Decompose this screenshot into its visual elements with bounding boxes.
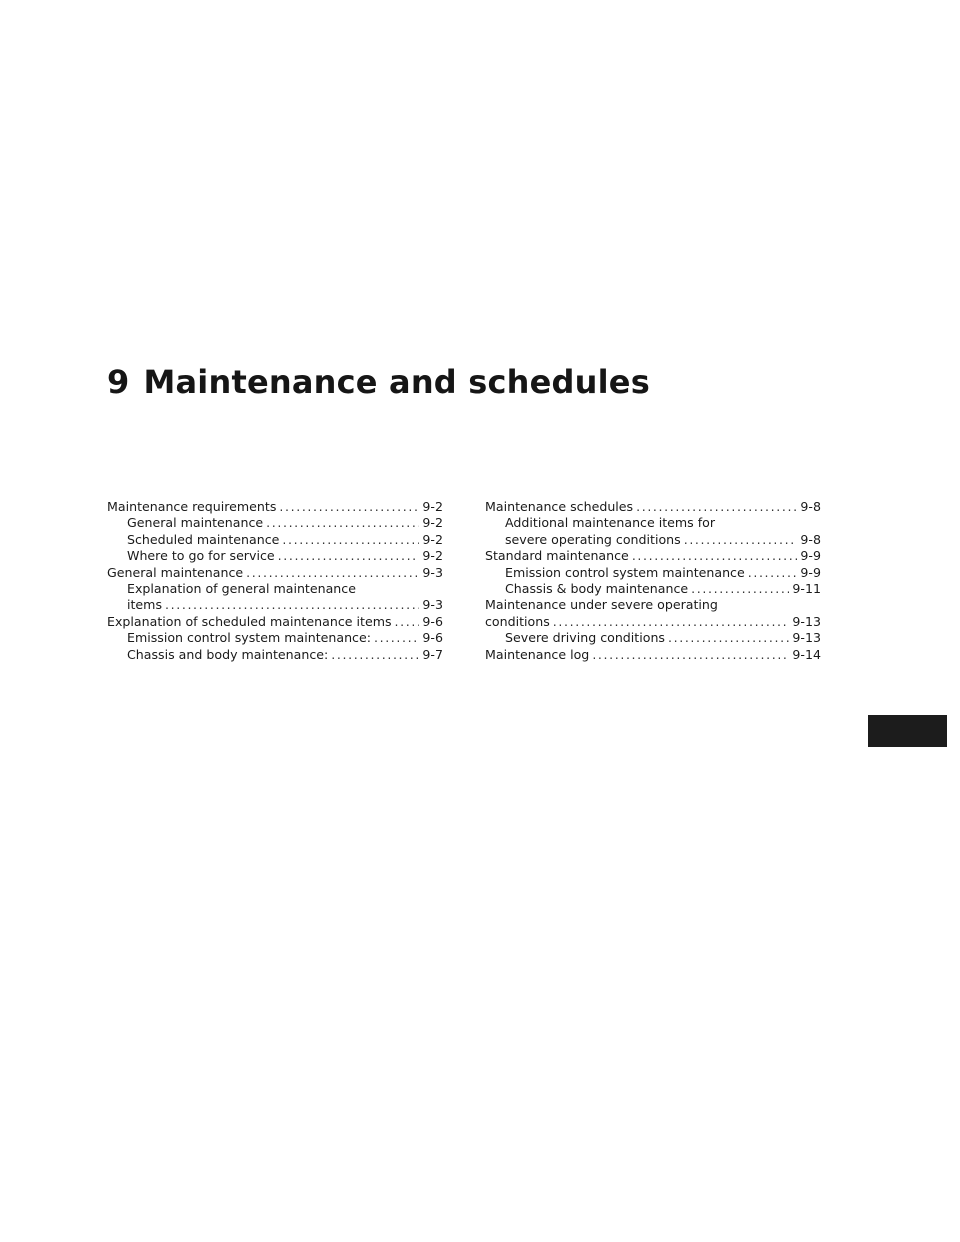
toc-leader-dots: [278, 548, 420, 564]
toc-page-number: 9-6: [422, 613, 443, 629]
toc-page-number: 9-8: [800, 531, 821, 547]
toc-page-number: 9-14: [792, 646, 821, 662]
toc-page-number: 9-8: [800, 499, 821, 514]
toc-entry-label: items: [127, 597, 163, 613]
toc-entry-label: Maintenance requirements: [107, 499, 277, 514]
chapter-thumb-tab: [868, 715, 947, 747]
toc-entry[interactable]: [107, 630, 443, 646]
toc-entry-label: Scheduled maintenance: [127, 531, 280, 547]
toc-leader-dots: [636, 499, 797, 515]
toc-entry-label-line1: Maintenance under severe operating: [485, 597, 718, 613]
toc-entry-label: Where to go for service: [127, 548, 275, 564]
toc-entry[interactable]: [485, 597, 821, 630]
chapter-number: 9: [107, 363, 130, 401]
chapter-name: Maintenance and schedules: [143, 363, 650, 401]
toc-entry[interactable]: [107, 565, 443, 581]
toc-entry-label: General maintenance: [107, 564, 244, 580]
toc-leader-dots: [691, 581, 789, 597]
toc-page-number: 9-9: [800, 564, 821, 580]
toc-right-column: [485, 499, 821, 663]
toc-entry[interactable]: [107, 581, 443, 614]
toc-leader-dots: [632, 548, 798, 564]
toc-page-number: 9-13: [792, 613, 821, 629]
toc-entry[interactable]: [485, 499, 821, 515]
chapter-title: [107, 356, 650, 408]
toc-page-number: 9-9: [800, 548, 821, 564]
toc-page-number: 9-2: [422, 531, 443, 547]
toc-entry[interactable]: [485, 647, 821, 663]
toc-entry-label: Explanation of scheduled maintenance items: [107, 613, 392, 629]
toc-entry[interactable]: [485, 548, 821, 564]
toc-entry[interactable]: [107, 532, 443, 548]
toc-entry-label: Standard maintenance: [485, 548, 629, 564]
toc-entry[interactable]: [107, 614, 443, 630]
toc-entry-label: Chassis and body maintenance:: [127, 646, 329, 662]
toc-entry-label-line1: Additional maintenance items for: [505, 515, 716, 531]
toc-entry-label: Severe driving conditions: [505, 630, 665, 646]
toc-leader-dots: [684, 532, 798, 548]
toc-entry[interactable]: [485, 581, 821, 597]
toc-entry-label: Emission control system maintenance:: [127, 630, 371, 646]
toc-entry-label: severe operating conditions: [505, 531, 681, 547]
toc-entry-label: Chassis & body maintenance: [505, 581, 689, 597]
toc-page-number: 9-6: [422, 630, 443, 646]
toc-page-number: 9-2: [422, 499, 443, 514]
toc-leader-dots: [395, 614, 420, 630]
toc-leader-dots: [668, 630, 789, 646]
toc-page-number: 9-13: [792, 630, 821, 646]
toc-leader-dots: [266, 515, 419, 531]
toc-page-number: 9-2: [422, 515, 443, 531]
toc-leader-dots: [748, 565, 798, 581]
toc-leader-dots: [331, 647, 419, 663]
toc-page-number: 9-7: [422, 646, 443, 662]
toc-entry[interactable]: [107, 548, 443, 564]
toc-entry-label: conditions: [485, 613, 550, 629]
toc-leader-dots: [592, 647, 789, 663]
toc-entry-label-line1: Explanation of general maintenance: [127, 581, 356, 597]
toc-page-number: 9-3: [422, 564, 443, 580]
toc-leader-dots: [553, 614, 790, 630]
toc-left-column: [107, 499, 443, 663]
toc-entry[interactable]: [485, 565, 821, 581]
toc-entry-label: Maintenance schedules: [485, 499, 634, 514]
toc-entry-label: Maintenance log: [485, 646, 590, 662]
toc-leader-dots: [246, 565, 419, 581]
toc-entry[interactable]: [107, 647, 443, 663]
toc-entry[interactable]: [107, 515, 443, 531]
toc-entry-label: Emission control system maintenance: [505, 564, 745, 580]
toc-page-number: 9-3: [422, 597, 443, 613]
toc-leader-dots: [165, 597, 419, 613]
toc-page-number: 9-2: [422, 548, 443, 564]
toc-leader-dots: [279, 499, 419, 515]
toc-entry[interactable]: [107, 499, 443, 515]
toc-entry[interactable]: [485, 630, 821, 646]
toc-page-number: 9-11: [792, 581, 821, 597]
toc-leader-dots: [374, 630, 419, 646]
toc-entry-label: General maintenance: [127, 515, 264, 531]
toc-entry[interactable]: [485, 515, 821, 548]
toc-leader-dots: [282, 532, 419, 548]
